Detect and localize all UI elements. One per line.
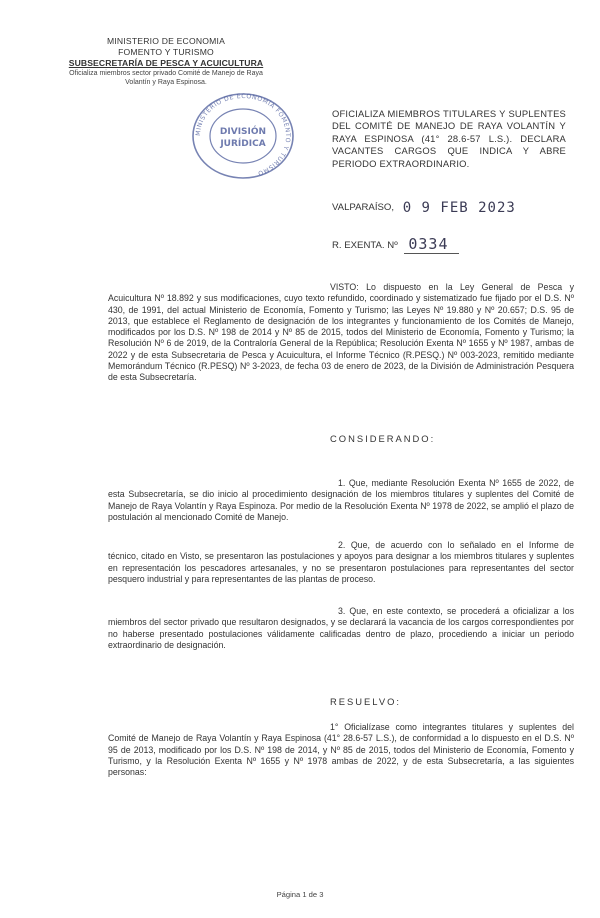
resuelvo-paragraph-1: 1° Oficialízase como integrantes titulares y suplentes del Comité de Manejo de Raya Volantín y Raya Espinosa (41° 28.6-57 L.S.), de conformidad a lo dispuesto en el D.S. Nº 95 de 2013, modificado por los D.S. Nº 198 de 2014, y Nº 85 de 2015, todos del Ministerio de Economía, Fomento y Turismo, y la Resolución Exenta Nº 1655 y Nº 1978 ambas de 2022, y de esta Subsecretaría, a las siguientes personas:: [108, 722, 574, 778]
subsecretaria-name: SUBSECRETARÍA DE PESCA Y ACUICULTURA: [68, 58, 264, 68]
considerando-paragraph-2: 2. Que, de acuerdo con lo señalado en el Informe de técnico, citado en Visto, se presentaron las postulaciones y apoyos para designar a los miembros titulares y suplentes en representación los pescadores artesanales, y no se presentaron postulaciones para representantes del sector pesquero industrial y para representantes de las plantas de proceso.: [108, 540, 574, 584]
resuelvo-heading: RESUELVO:: [330, 696, 401, 707]
ministry-header: [56, 36, 276, 87]
resolution-number: 0334: [404, 235, 458, 254]
ministry-name: MINISTERIO DE ECONOMIA: [106, 36, 226, 46]
division-juridica-stamp: [188, 92, 298, 180]
date-line: [332, 198, 516, 214]
date-place: VALPARAÍSO,: [332, 202, 395, 213]
considerando-heading: CONSIDERANDO:: [330, 433, 436, 444]
page-number: Página 1 de 3: [276, 890, 324, 899]
date-stamp: 0 9 FEB 2023: [402, 200, 516, 216]
ministry-subname: FOMENTO Y TURISMO: [118, 47, 214, 57]
stamp-graphic: [188, 92, 298, 180]
stamp-text-line1: DIVISIÓN: [219, 127, 267, 137]
stamp-ring-text: MINISTERIO DE ECONOMÍA FOMENTO Y TURISMO: [194, 92, 292, 177]
visto-paragraph: VISTO: Lo dispuesto en la Ley General de Pesca y Acuicultura Nº 18.892 y sus modificaciones, cuyo texto refundido, coordinado y sistematizado fue fijado por el D.S. Nº 430, de 1991, del actual Ministerio de Economía, Fomento y Turismo; las Leyes Nº 19.880 y Nº 20.657; D.S. 95 de 2013, que establece el Reglamento de designación de los integrantes y funcionamiento de los Comités de Manejo, modificados por los D.S. Nº 198 de 2014 y Nº 85 de 2015, todos del Ministerio de Economía, Fomento y Turismo; la Resolución Nº 6 de 2019, de la Contraloría General de la República; Resolución Exenta Nº 1655 y Nº 1987, ambas de 2022 y de esta Subsecretaria de Pesca y Acuicultura, el Informe Técnico (R.PESQ.) Nº 003-2023, remitido mediante Memorándum Técnico (R.PESQ) Nº 3-2023, de fecha 03 de enero de 2023, de la División de Administración Pesquera de esta Subsecretaría.: [108, 282, 574, 383]
document-summary-line1: Oficializa miembros sector privado Comité de Manejo de Raya: [69, 70, 263, 77]
considerando-paragraph-1: 1. Que, mediante Resolución Exenta Nº 1655 de 2022, de esta Subsecretaría, se dio inicio al procedimiento designación de los miembros titulares y suplentes del Comité de Manejo de Raya Volantín y Raya Espinoza. Por medio de la Resolución Exenta Nº 1978 de 2022, se amplió el plazo de postulación al mencionado Comité de Manejo.: [108, 478, 574, 522]
resolution-label: R. EXENTA. Nº: [332, 240, 398, 251]
stamp-text-line2: JURÍDICA: [220, 139, 266, 149]
resolution-number-line: [332, 234, 459, 253]
document-title: OFICIALIZA MIEMBROS TITULARES Y SUPLENTES DEL COMITÉ DE MANEJO DE RAYA VOLANTÍN Y RAYA ESPINOSA (41° 28.6-57 L.S.). DECLARA VACANTES CARGOS QUE INDICA Y ABRE PERIODO EXTRAORDINARIO.: [332, 108, 566, 169]
document-summary-line2: Volantín y Raya Espinosa.: [125, 79, 207, 86]
considerando-paragraph-3: 3. Que, en este contexto, se procederá a oficializar a los miembros del sector privado que resultaron designados, y se declarará la vacancia de los cargos correspondientes por no haberse presentado postulaciones válidamente calificadas dentro de plazo, procediendo a iniciar un periodo extraordinario de designación.: [108, 606, 574, 650]
